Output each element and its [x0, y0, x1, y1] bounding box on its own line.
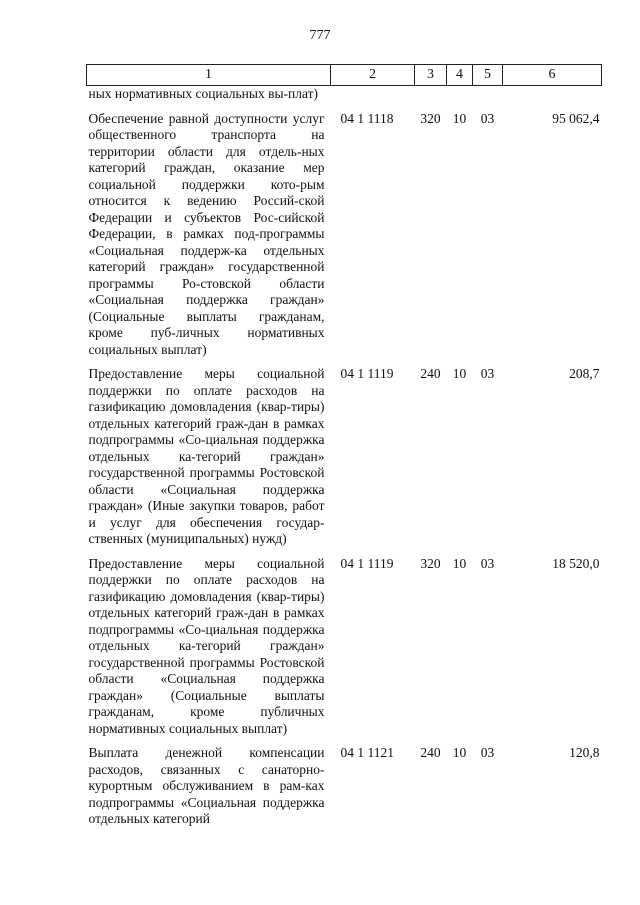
header-col-6: 6 — [503, 65, 602, 86]
row-col-5: 03 — [480, 745, 495, 760]
row-col-3: 240 — [420, 745, 441, 760]
row-amount: 120,8 — [569, 745, 600, 760]
table-row — [87, 745, 602, 828]
continuation-row — [87, 86, 602, 103]
page-number: 777 — [309, 28, 331, 43]
table-row — [87, 556, 602, 738]
row-description: Предоставление меры социальной поддержки по оплате расходов на газификацию домовладения (квар-тиры) отдельных категорий граж-дан в рамках подпрограммы «Со-циальная поддержка отдельных ка-тегорий граждан» государственной программы Ростовской области «Социальная поддержка граждан» (Иные закупки товаров, работ и услуг для обеспечения государ-ственных (муниципальных) нужд) — [88, 366, 325, 546]
row-amount: 208,7 — [569, 366, 600, 381]
row-col-3: 320 — [420, 555, 441, 571]
row-col-5: 03 — [480, 366, 495, 381]
row-col-4: 10 — [452, 110, 467, 126]
row-description: Обеспечение равной доступности услуг общественного транспорта на территории области для отдель-ных категорий граждан, оказание мер социальной поддержки кото-рым относится к ведению Россий-ской Федерации и субъектов Рос-сийской Федерации, в рамках под-программы «Социальная поддерж-ка отдельных категорий граждан» государственной программы Ро-стовской области «Социальная поддержка граждан» (Социальные выплаты гражданам, кроме пуб-личных нормативных социальных выплат) — [88, 110, 325, 357]
row-col-3: 240 — [420, 366, 441, 381]
row-col-4: 10 — [452, 366, 467, 381]
table-row — [87, 111, 602, 359]
budget-table — [86, 64, 602, 828]
row-amount: 18 520,0 — [552, 555, 600, 571]
row-col-3: 320 — [420, 110, 441, 126]
row-col-5: 03 — [480, 555, 495, 571]
row-description: Предоставление меры социальной поддержки по оплате расходов на газификацию домовладения (квар-тиры) отдельных категорий граж-дан в рамках подпрограммы «Со-циальная поддержка отдельных ка-тегорий граждан» государственной программы Ростовской области «Социальная поддержка граждан» (Социальные выплаты гражданам, кроме публичных нормативных социальных выплат) — [88, 555, 325, 736]
row-code: 04 1 1121 — [340, 745, 394, 760]
header-col-2: 2 — [331, 65, 415, 86]
row-col-4: 10 — [452, 555, 467, 571]
row-description: Выплата денежной компенсации расходов, связанных с санаторно-курортным обслуживанием в рам-ках подпрограммы «Социальная поддержка отдельных категорий — [88, 745, 325, 826]
row-col-5: 03 — [480, 110, 495, 126]
row-amount: 95 062,4 — [552, 110, 600, 126]
header-col-3: 3 — [415, 65, 447, 86]
row-code: 04 1 1119 — [340, 555, 394, 571]
header-col-5: 5 — [473, 65, 503, 86]
row-code: 04 1 1118 — [340, 110, 394, 126]
table-row — [87, 366, 602, 548]
row-code: 04 1 1119 — [340, 366, 394, 381]
continuation-text: ных нормативных социальных вы-плат) — [88, 86, 319, 101]
table-header-row — [87, 65, 602, 86]
row-col-4: 10 — [452, 745, 467, 760]
header-col-1: 1 — [87, 65, 331, 86]
header-col-4: 4 — [447, 65, 473, 86]
